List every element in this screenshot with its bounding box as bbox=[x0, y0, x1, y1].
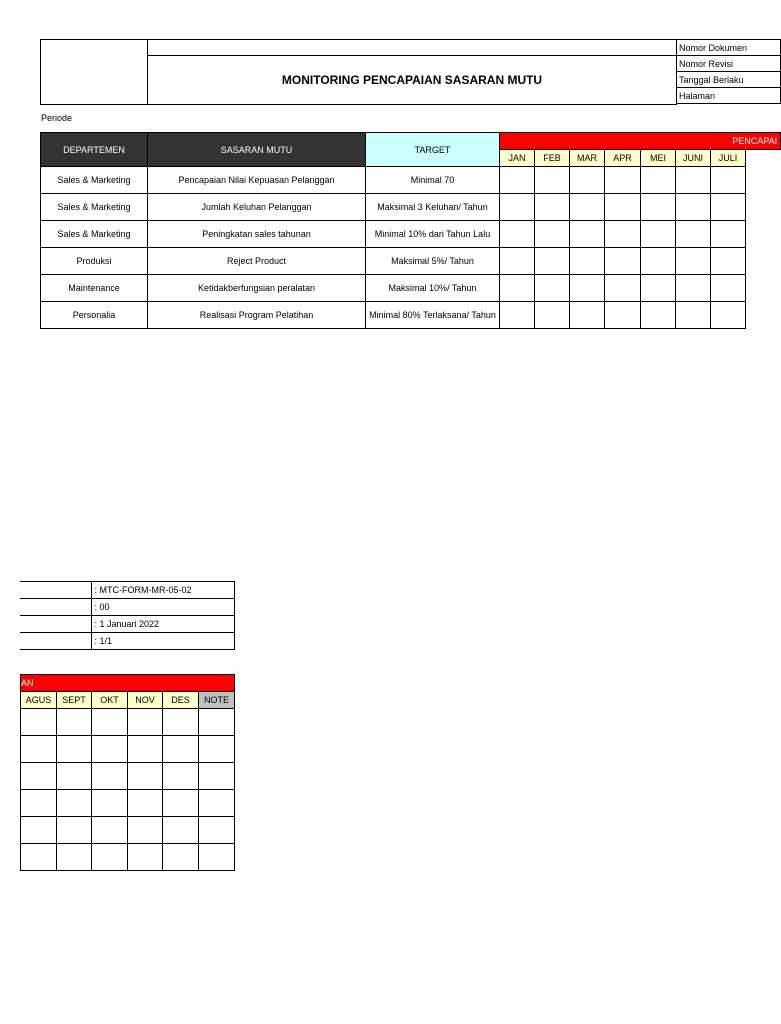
note-header: NOTE bbox=[199, 692, 235, 709]
table-row bbox=[21, 817, 235, 844]
departemen-cell: Sales & Marketing bbox=[41, 194, 148, 221]
meta-label-halaman: Halaman bbox=[677, 88, 781, 104]
periode-label: Periode bbox=[41, 113, 73, 123]
table-row bbox=[21, 709, 235, 736]
month-header: APR bbox=[605, 150, 641, 167]
month-header: OKT bbox=[92, 692, 128, 709]
meta-label-nomor-revisi: Nomor Revisi bbox=[677, 56, 781, 72]
month-header: DES bbox=[163, 692, 199, 709]
sasaran-cell: Reject Product bbox=[148, 248, 366, 275]
departemen-cell: Sales & Marketing bbox=[41, 167, 148, 194]
departemen-cell: Maintenance bbox=[41, 275, 148, 302]
meta-label-tanggal-berlaku: Tanggal Berlaku bbox=[677, 72, 781, 88]
table-row bbox=[41, 167, 781, 194]
table-row bbox=[21, 763, 235, 790]
table-row bbox=[41, 221, 781, 248]
document-title: MONITORING PENCAPAIAN SASARAN MUTU bbox=[148, 56, 677, 105]
meta-value-nomor-revisi: : 00 bbox=[91, 599, 234, 616]
table-row bbox=[41, 248, 781, 275]
target-cell: Minimal 80% Terlaksana/ Tahun bbox=[366, 302, 500, 329]
sasaran-cell: Realisasi Program Pelatihan bbox=[148, 302, 366, 329]
document-header bbox=[40, 39, 781, 105]
month-header: AGUS bbox=[21, 692, 57, 709]
sasaran-cell: Pencapaian Nilai Kepuasan Pelanggan bbox=[148, 167, 366, 194]
sasaran-mutu-table bbox=[40, 132, 781, 329]
table-row bbox=[41, 194, 781, 221]
target-cell: Maksimal 10%/ Tahun bbox=[366, 275, 500, 302]
header-blank-cell bbox=[148, 40, 677, 56]
month-header: MAR bbox=[570, 150, 605, 167]
logo-cell bbox=[41, 40, 148, 105]
col-header-departemen: DEPARTEMEN bbox=[41, 133, 148, 167]
table-row bbox=[21, 736, 235, 763]
month-header: JULI bbox=[711, 150, 746, 167]
sasaran-cell: Ketidakberfungsian peralatan bbox=[148, 275, 366, 302]
col-header-pencapaian-tail: AN bbox=[21, 675, 235, 692]
table-row bbox=[21, 790, 235, 817]
meta-label-nomor-dokumen: Nomor Dokumen bbox=[677, 40, 781, 56]
sasaran-cell: Jumlah Keluhan Pelanggan bbox=[148, 194, 366, 221]
meta-value-halaman: : 1/1 bbox=[91, 633, 234, 650]
table-row bbox=[41, 302, 781, 329]
departemen-cell: Personalia bbox=[41, 302, 148, 329]
document-meta-values bbox=[20, 581, 235, 650]
meta-value-tanggal-berlaku: : 1 Januari 2022 bbox=[91, 616, 234, 633]
col-header-target: TARGET bbox=[366, 133, 500, 167]
month-header: FEB bbox=[535, 150, 570, 167]
target-cell: Minimal 10% dari Tahun Lalu bbox=[366, 221, 500, 248]
table-row bbox=[41, 275, 781, 302]
month-header: MEI bbox=[641, 150, 676, 167]
month-header: JAN bbox=[500, 150, 535, 167]
target-cell: Maksimal 5%/ Tahun bbox=[366, 248, 500, 275]
sasaran-cell: Peningkatan sales tahunan bbox=[148, 221, 366, 248]
departemen-cell: Sales & Marketing bbox=[41, 221, 148, 248]
col-header-pencapaian: PENCAPAI bbox=[500, 133, 781, 150]
month-header: SEPT bbox=[57, 692, 92, 709]
month-header: NOV bbox=[128, 692, 163, 709]
month-header: JUNI bbox=[676, 150, 711, 167]
table-row bbox=[21, 844, 235, 871]
pencapaian-table-continued bbox=[20, 674, 235, 871]
col-header-sasaran-mutu: SASARAN MUTU bbox=[148, 133, 366, 167]
departemen-cell: Produksi bbox=[41, 248, 148, 275]
target-cell: Minimal 70 bbox=[366, 167, 500, 194]
target-cell: Maksimal 3 Keluhan/ Tahun bbox=[366, 194, 500, 221]
meta-value-nomor-dokumen: : MTC-FORM-MR-05-02 bbox=[91, 582, 234, 599]
